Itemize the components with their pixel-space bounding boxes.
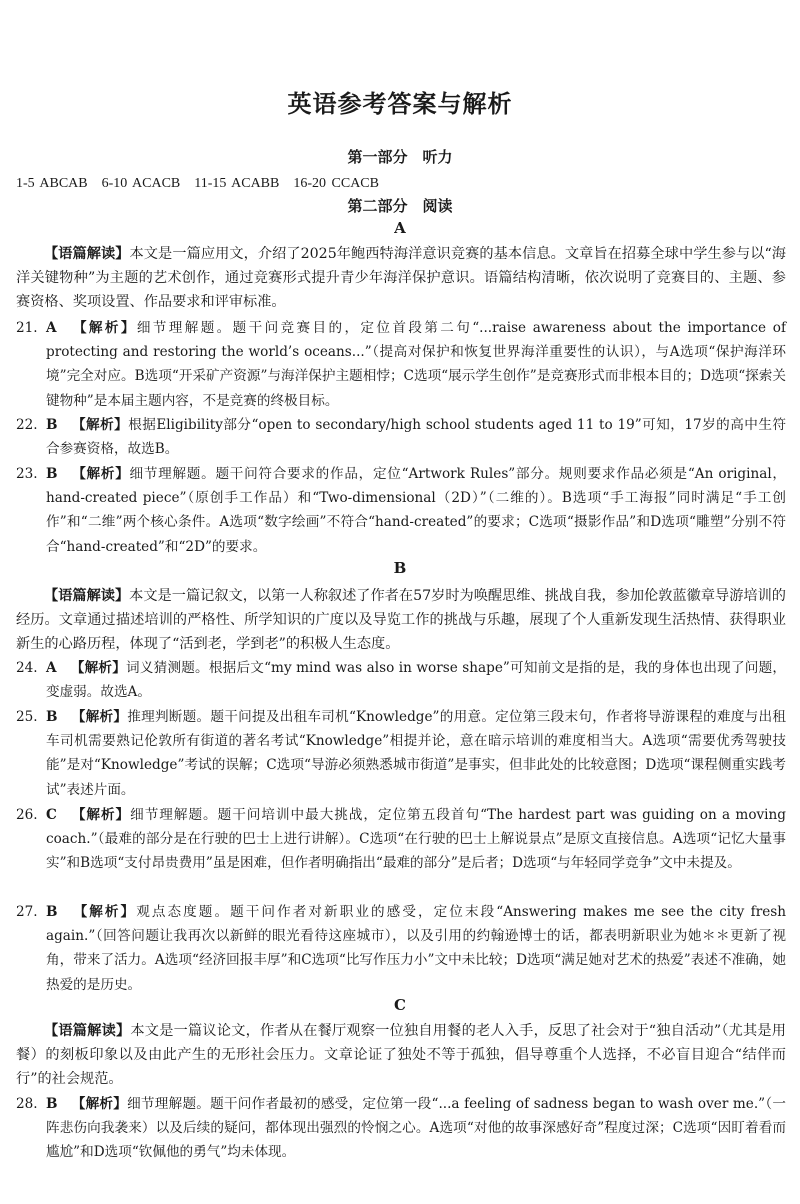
answer-letter: B xyxy=(46,466,58,482)
section-a-letter: A xyxy=(394,219,406,237)
question-25 xyxy=(16,705,786,802)
analysis-text: 细节理解题。题干问竞赛目的，定位首段第二句“...raise awareness about the importance of protecting and restoring the world’s oceans...”（提高对保护和恢复世界海洋重要性的认识），与A选项“保护海洋环境”完全对应。B选项“开采矿产资源”与海洋保护主题相悖；C选项“展示学生创作”是竞赛形式而非根本目的；D选项“探索关键物种”是本届主题内容，不是竞赛的终极目标。 xyxy=(46,320,787,409)
answer-letter: C xyxy=(46,807,57,823)
intro-label: 【语篇解读】 xyxy=(44,1023,131,1039)
part2-heading: 第二部分 阅读 xyxy=(347,197,453,215)
question-24 xyxy=(16,656,786,704)
question-26 xyxy=(16,803,786,876)
analysis-text: 词义猜测题。根据后文“my mind was also in worse shape”可知前文是指的是，我的身体也出现了问题，变虚弱。故选A。 xyxy=(46,660,786,701)
analysis-text: 细节理解题。题干问培训中最大挑战，定位第五段首句“The hardest part was guiding on a moving coach.”（最难的部分是在行驶的巴士上进行讲解）。C选项“在行驶的巴士上解说景点”是原文直接信息。A选项“记忆大量事实”和B选项“支付昂贵费用”虽是困难，但作者明确指出“最难的部分”是后者；D选项“与年轻同学竞争”文中未提及。 xyxy=(46,807,786,872)
analysis-text: 细节理解题。题干问符合要求的作品，定位“Artwork Rules”部分。规则要求作品必须是“An original，hand-created piece”（原创手工作品）和“Two-dimensional（2D）”（二维的）。B选项“手工海报”同时满足“手工创作”和“二维”两个核心条件。A选项“数字绘画”不符合“hand-created”的要求；C选项“摄影作品”和D选项“雕塑”分别不符合“hand-created”和“2D”的要求。 xyxy=(46,466,786,555)
question-22 xyxy=(16,413,786,461)
analysis-label: 【解析】 xyxy=(70,807,131,823)
analysis-label: 【解析】 xyxy=(71,904,137,920)
part1-heading: 第一部分 听力 xyxy=(347,148,453,166)
answer-letter: B xyxy=(46,904,58,920)
section-b-letter: B xyxy=(393,559,407,577)
section-c-intro xyxy=(16,1019,786,1092)
question-number: 24. xyxy=(16,660,38,676)
question-28 xyxy=(16,1092,786,1165)
intro-label: 【语篇解读】 xyxy=(44,588,130,604)
analysis-text: 推理判断题。题干问提及出租车司机“Knowledge”的用意。定位第三段末句，作者将导游课程的难度与出租车司机需要熟记伦敦所有街道的著名考试“Knowledge”相提并论，意在暗示培训的难度相当大。A选项“需要优秀驾驶技能”是对“Knowledge”考试的误解；C选项“导游必须熟悉城市街道”是事实，但非此处的比较意图；D选项“课程侧重实践考试”表述片面。 xyxy=(46,709,787,798)
listening-answers: 1-5 ABCAB 6-10 ACACB 11-15 ACABB 16-20 CCACB xyxy=(16,176,379,191)
answer-letter: B xyxy=(46,709,58,725)
analysis-label: 【解析】 xyxy=(70,660,127,676)
analysis-text: 细节理解题。题干问作者最初的感受，定位第一段“...a feeling of sadness began to wash over me.”（一阵悲伤向我袭来）以及后续的疑问，都体现出强烈的怜悯之心。A选项“对他的故事深感好奇”程度过深；C选项“因盯着看而尴尬”和D选项“钦佩他的勇气”均未体现。 xyxy=(46,1096,786,1161)
intro-text: 本文是一篇议论文，作者从在餐厅观察一位独自用餐的老人入手，反思了社会对于“独自活动”（尤其是用餐）的刻板印象以及由此产生的无形社会压力。文章论证了独处不等于孤独，倡导尊重个人选择，不必盲目迎合“结伴而行”的社会规范。 xyxy=(16,1023,786,1088)
question-number: 25. xyxy=(16,709,38,725)
answer-letter: A xyxy=(46,660,57,676)
intro-label: 【语篇解读】 xyxy=(44,246,130,262)
analysis-label: 【解析】 xyxy=(71,709,128,725)
question-23 xyxy=(16,462,786,559)
question-number: 22. xyxy=(16,417,38,433)
analysis-label: 【解析】 xyxy=(71,1096,128,1112)
analysis-label: 【解析】 xyxy=(71,466,130,482)
question-number: 28. xyxy=(16,1096,38,1112)
section-c-letter: C xyxy=(394,996,406,1014)
question-number: 23. xyxy=(16,466,38,482)
page-title: 英语参考答案与解析 xyxy=(287,90,513,118)
answer-letter: B xyxy=(46,417,58,433)
analysis-label: 【解析】 xyxy=(71,417,129,433)
section-a-intro xyxy=(16,242,786,315)
analysis-text: 观点态度题。题干问作者对新职业的感受，定位末段“Answering makes me see the city fresh again.”（回答问题让我再次以新鲜的眼光看待这座城市），以及引用的约翰逊博士的话，都表明新职业为她＊＊更新了视角，带来了活力。A选项“经济回报丰厚”和C选项“比写作压力小”文中未比较；D选项“满足她对艺术的热爱”表述不准确，她热爱的是历史。 xyxy=(46,904,786,993)
analysis-text: 根据Eligibility部分“open to secondary/high school students aged 11 to 19”可知，17岁的高中生符合参赛资格，故选B。 xyxy=(46,417,787,458)
question-number: 21. xyxy=(16,320,38,336)
answer-letter: A xyxy=(46,320,57,336)
question-number: 27. xyxy=(16,904,38,920)
question-27 xyxy=(16,900,786,997)
analysis-label: 【解析】 xyxy=(70,320,137,336)
intro-text: 本文是一篇应用文，介绍了2025年鲍西特海洋意识竞赛的基本信息。文章旨在招募全球中学生参与以“海洋关键物种”为主题的艺术创作，通过竞赛形式提升青少年海洋保护意识。语篇结构清晰，依次说明了竞赛目的、主题、参赛资格、奖项设置、作品要求和评审标准。 xyxy=(16,246,786,311)
question-21 xyxy=(16,316,786,413)
answer-letter: B xyxy=(46,1096,58,1112)
question-number: 26. xyxy=(16,807,38,823)
intro-text: 本文是一篇记叙文，以第一人称叙述了作者在57岁时为唤醒思维、挑战自我，参加伦敦蓝徽章导游培训的经历。文章通过描述培训的严格性、所学知识的广度以及导览工作的挑战与乐趣，展现了个人重新发现生活热情、获得职业新生的心路历程，体现了“活到老，学到老”的积极人生态度。 xyxy=(16,588,786,653)
section-b-intro xyxy=(16,584,786,657)
